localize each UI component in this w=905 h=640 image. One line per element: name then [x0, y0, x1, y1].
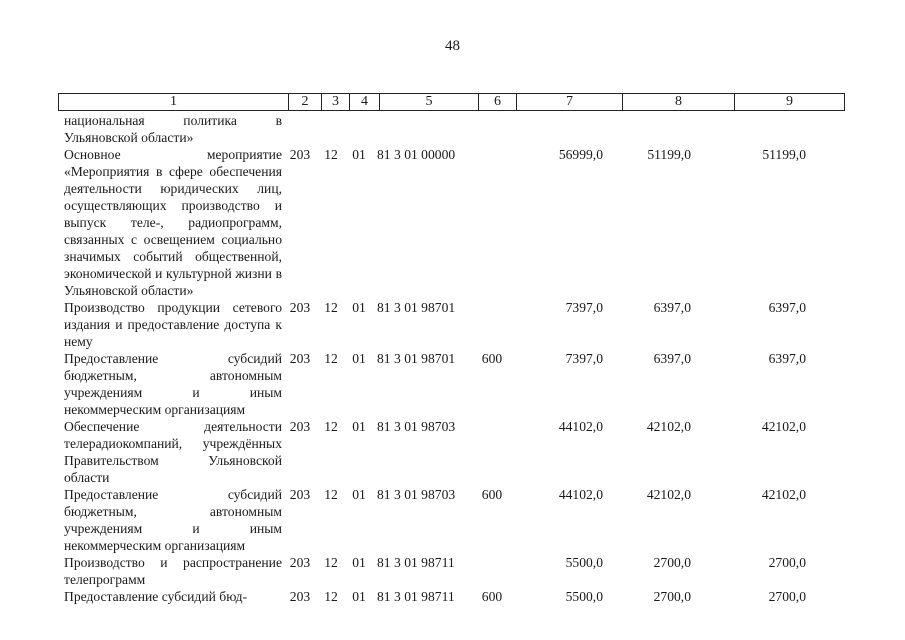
table-row: [58, 350, 848, 418]
row-code-3: [318, 112, 344, 146]
row-code-4: 01: [352, 419, 366, 434]
header-cell-9: 9: [735, 94, 845, 111]
row-code-4: 01: [352, 351, 366, 366]
row-code-6: [476, 112, 514, 146]
row-code-6: [476, 418, 514, 486]
row-description: Предоставление субсидий бюджетным, автономным учреждениям и иным некоммерческим организациям: [64, 487, 282, 553]
row-code-6: [476, 299, 514, 350]
table-row: [58, 554, 848, 588]
row-amount-9: 2700,0: [768, 555, 806, 570]
row-description: Производство и распространение телепрограмм: [64, 555, 282, 587]
row-code-4: 01: [352, 589, 366, 604]
row-amount-7: 7397,0: [565, 300, 603, 315]
row-code-5: 81 3 01 98701: [377, 300, 456, 315]
row-code-2: 203: [289, 487, 311, 502]
row-amount-8: 42102,0: [646, 419, 691, 434]
row-amount-7: 5500,0: [565, 555, 603, 570]
row-code-6: [476, 146, 514, 299]
row-code-3: 12: [324, 555, 338, 570]
header-cell-4: 4: [350, 94, 380, 111]
row-code-4: 01: [352, 555, 366, 570]
row-code-6: 600: [481, 351, 503, 366]
row-code-5: 81 3 01 98711: [377, 589, 455, 604]
row-amount-7: [514, 112, 614, 146]
row-amount-9: 6397,0: [768, 300, 806, 315]
row-code-2: 203: [289, 351, 311, 366]
row-description: Основное мероприятие «Мероприятия в сфере обеспечения деятельности юридических лиц, осуществляющих производство и выпуск теле-, радиопрограмм, связанных с освещением социально значимых событий общественной, экономической и культурной жизни в Ульяновской области»: [64, 147, 282, 298]
row-amount-8: [614, 112, 726, 146]
header-cell-3: 3: [322, 94, 350, 111]
header-row: [59, 94, 845, 111]
column-header-table: [58, 93, 845, 111]
header-cell-2: 2: [289, 94, 322, 111]
table-row: [58, 588, 848, 605]
header-cell-1: 1: [59, 94, 289, 111]
row-code-3: 12: [324, 487, 338, 502]
table-row: [58, 418, 848, 486]
row-description: Производство продукции сетевого издания и предоставление доступа к нему: [64, 300, 282, 349]
row-code-5: [374, 112, 476, 146]
table-row: [58, 112, 848, 146]
budget-table-body: [58, 112, 848, 605]
table-row: [58, 299, 848, 350]
row-code-6: 600: [481, 589, 503, 604]
row-amount-8: 51199,0: [647, 147, 691, 162]
table-row: [58, 146, 848, 299]
row-code-5: 81 3 01 98703: [377, 419, 456, 434]
header-cell-8: 8: [623, 94, 735, 111]
row-description: национальная политика в Ульяновской области»: [64, 113, 282, 145]
row-amount-7: 56999,0: [558, 147, 603, 162]
row-amount-9: 42102,0: [761, 419, 806, 434]
header-cell-6: 6: [479, 94, 517, 111]
row-code-2: 203: [289, 419, 311, 434]
row-code-6: [476, 554, 514, 588]
page-number: 48: [445, 38, 460, 54]
table-row: [58, 486, 848, 554]
row-code-6: 600: [481, 487, 503, 502]
row-code-3: 12: [324, 300, 338, 315]
row-code-5: 81 3 01 00000: [377, 147, 456, 162]
row-amount-9: 42102,0: [761, 487, 806, 502]
row-code-2: [282, 112, 318, 146]
row-amount-9: 51199,0: [762, 147, 806, 162]
row-code-5: 81 3 01 98703: [377, 487, 456, 502]
row-amount-8: 6397,0: [653, 300, 691, 315]
row-description: Обеспечение деятельности телерадиокомпаний, учреждённых Правительством Ульяновской области: [64, 419, 282, 485]
row-code-4: 01: [352, 487, 366, 502]
row-amount-7: 5500,0: [565, 589, 603, 604]
row-amount-9: 6397,0: [768, 351, 806, 366]
row-code-3: 12: [324, 419, 338, 434]
row-description: Предоставление субсидий бюджетным, автономным учреждениям и иным некоммерческим организациям: [64, 351, 282, 417]
row-description: Предоставление субсидий бюд-: [64, 589, 248, 604]
row-amount-7: 44102,0: [558, 487, 603, 502]
row-code-2: 203: [289, 147, 311, 162]
row-amount-9: 2700,0: [768, 589, 806, 604]
row-amount-8: 2700,0: [653, 589, 691, 604]
row-amount-7: 44102,0: [558, 419, 603, 434]
row-code-5: 81 3 01 98711: [377, 555, 455, 570]
row-code-5: 81 3 01 98701: [377, 351, 456, 366]
row-amount-8: 42102,0: [646, 487, 691, 502]
row-amount-7: 7397,0: [565, 351, 603, 366]
header-cell-5: 5: [380, 94, 479, 111]
row-code-4: [344, 112, 374, 146]
header-cell-7: 7: [517, 94, 623, 111]
row-amount-8: 6397,0: [653, 351, 691, 366]
row-code-4: 01: [352, 300, 366, 315]
row-code-2: 203: [289, 300, 311, 315]
row-code-2: 203: [289, 555, 311, 570]
row-code-4: 01: [352, 147, 366, 162]
row-amount-8: 2700,0: [653, 555, 691, 570]
row-code-3: 12: [324, 147, 338, 162]
row-amount-9: [726, 112, 836, 146]
row-code-3: 12: [324, 589, 338, 604]
row-code-2: 203: [289, 589, 311, 604]
row-code-3: 12: [324, 351, 338, 366]
